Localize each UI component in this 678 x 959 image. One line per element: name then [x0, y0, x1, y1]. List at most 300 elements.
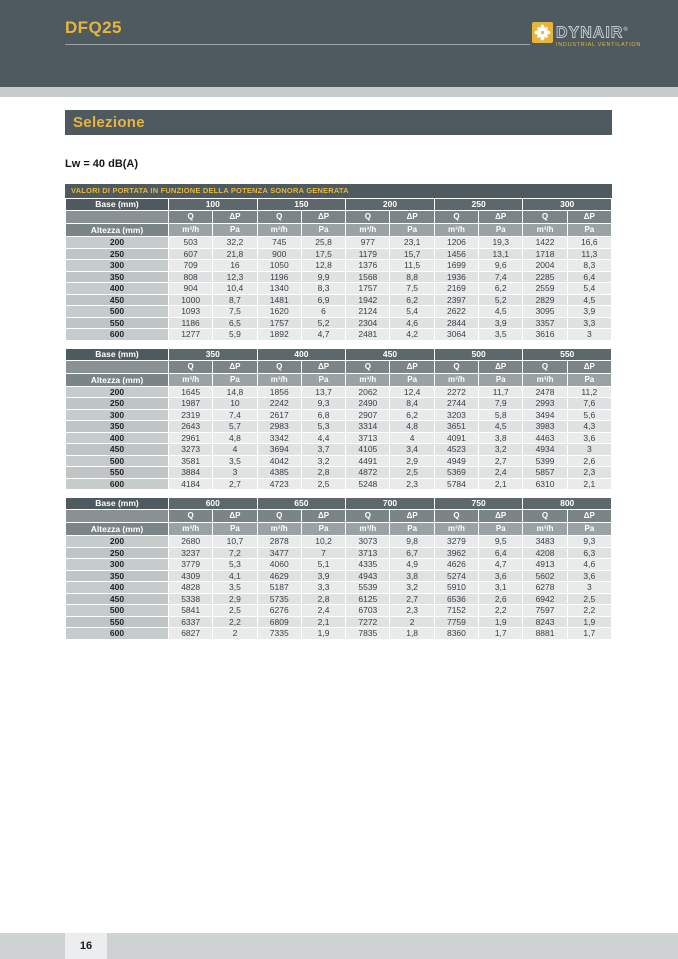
flow-value: 1422: [523, 237, 566, 248]
pressure-value: 4,8: [213, 433, 256, 444]
flow-value: 4949: [435, 456, 478, 467]
pressure-value: 2,6: [568, 456, 611, 467]
pressure-value: 8,3: [302, 283, 345, 294]
height-value: 300: [66, 410, 168, 421]
base-value-header: 350: [169, 349, 257, 360]
height-value: 450: [66, 295, 168, 306]
pressure-value: 4,9: [390, 559, 433, 570]
table-row: [66, 594, 611, 605]
height-value: 200: [66, 536, 168, 547]
flow-value: 1481: [258, 295, 301, 306]
pressure-symbol-header: ΔP: [213, 510, 256, 522]
flow-value: 503: [169, 237, 212, 248]
flow-value: 3357: [523, 318, 566, 329]
brand-tagline: INDUSTRIAL VENTILATION: [556, 42, 642, 49]
table-row: [66, 548, 611, 559]
height-column-label: Altezza (mm): [66, 374, 168, 386]
flow-value: 4385: [258, 467, 301, 478]
flow-value: 3073: [346, 536, 389, 547]
flow-value: 607: [169, 249, 212, 260]
pressure-symbol-header: ΔP: [390, 361, 433, 373]
pressure-value: 2,7: [479, 456, 522, 467]
pressure-value: 4,5: [479, 421, 522, 432]
flow-value: 2242: [258, 398, 301, 409]
pressure-value: 3,9: [479, 318, 522, 329]
base-value-header: 800: [523, 498, 611, 509]
pressure-value: 10,7: [213, 536, 256, 547]
flow-symbol-header: Q: [258, 211, 301, 223]
flow-value: 4828: [169, 582, 212, 593]
pressure-unit-header: Pa: [390, 224, 433, 236]
pressure-symbol-header: ΔP: [568, 361, 611, 373]
flow-unit-header: m³/h: [258, 523, 301, 535]
pressure-value: 7: [302, 548, 345, 559]
flow-value: 2304: [346, 318, 389, 329]
flow-value: 2744: [435, 398, 478, 409]
table-caption-bar: [65, 184, 612, 198]
pressure-value: 4,3: [568, 421, 611, 432]
flow-value: 4105: [346, 444, 389, 455]
product-title: DFQ25: [65, 18, 122, 37]
flow-symbol-header: Q: [346, 361, 389, 373]
flow-value: 2124: [346, 306, 389, 317]
section-title-bar: [65, 110, 612, 135]
pressure-value: 14,8: [213, 387, 256, 398]
pressure-value: 3,4: [390, 444, 433, 455]
pressure-value: 1,8: [390, 628, 433, 639]
pressure-value: 15,7: [390, 249, 433, 260]
table-caption: VALORI DI PORTATA IN FUNZIONE DELLA POTENZA SONORA GENERATA: [71, 186, 349, 195]
flow-value: 3064: [435, 329, 478, 340]
flow-value: 2490: [346, 398, 389, 409]
flow-value: 3342: [258, 433, 301, 444]
pressure-value: 2,9: [213, 594, 256, 605]
flow-value: 2559: [523, 283, 566, 294]
table-row: [66, 433, 611, 444]
pressure-value: 9,3: [302, 398, 345, 409]
flow-value: 6276: [258, 605, 301, 616]
table-row: [66, 421, 611, 432]
pressure-unit-header: Pa: [568, 523, 611, 535]
flow-value: 904: [169, 283, 212, 294]
pressure-symbol-header: ΔP: [568, 211, 611, 223]
pressure-value: 1,9: [568, 617, 611, 628]
flow-value: 1277: [169, 329, 212, 340]
pressure-value: 8,7: [213, 295, 256, 306]
pressure-value: 5,9: [213, 329, 256, 340]
pressure-value: 2,5: [302, 479, 345, 490]
base-value-header: 300: [523, 199, 611, 210]
flow-value: 1456: [435, 249, 478, 260]
pressure-value: 2,9: [390, 456, 433, 467]
base-value-header: 500: [435, 349, 523, 360]
flow-symbol-header: Q: [523, 361, 566, 373]
pressure-value: 5,8: [479, 410, 522, 421]
base-value-header: 250: [435, 199, 523, 210]
pressure-value: 10: [213, 398, 256, 409]
table-row: [66, 467, 611, 478]
table-row: [66, 306, 611, 317]
height-value: 550: [66, 318, 168, 329]
pressure-value: 5,7: [213, 421, 256, 432]
flow-value: 2169: [435, 283, 478, 294]
flow-value: 5841: [169, 605, 212, 616]
fan-icon: [532, 22, 553, 43]
pressure-value: 2: [390, 617, 433, 628]
flow-unit-header: m³/h: [169, 374, 212, 386]
height-value: 450: [66, 444, 168, 455]
base-column-label: Base (mm): [66, 349, 168, 360]
table-row: [66, 444, 611, 455]
flow-value: 4629: [258, 571, 301, 582]
pressure-unit-header: Pa: [479, 374, 522, 386]
pressure-value: 6,4: [479, 548, 522, 559]
pressure-value: 2,7: [213, 479, 256, 490]
pressure-value: 3,9: [568, 306, 611, 317]
flow-value: 4463: [523, 433, 566, 444]
pressure-value: 2,5: [568, 594, 611, 605]
flow-value: 2617: [258, 410, 301, 421]
flow-value: 7272: [346, 617, 389, 628]
flow-value: 3713: [346, 433, 389, 444]
flow-value: 7835: [346, 628, 389, 639]
pressure-value: 7,5: [213, 306, 256, 317]
pressure-value: 19,3: [479, 237, 522, 248]
height-value: 300: [66, 559, 168, 570]
flow-value: 2680: [169, 536, 212, 547]
flow-symbol-header: Q: [346, 510, 389, 522]
pressure-value: 3,3: [568, 318, 611, 329]
flow-value: 4091: [435, 433, 478, 444]
table-row: [66, 387, 611, 398]
flow-value: 3273: [169, 444, 212, 455]
flow-value: 4060: [258, 559, 301, 570]
height-value: 500: [66, 456, 168, 467]
pressure-value: 5,4: [568, 283, 611, 294]
pressure-value: 3,3: [302, 582, 345, 593]
flow-unit-header: m³/h: [258, 374, 301, 386]
flow-value: 5274: [435, 571, 478, 582]
flow-symbol-header: Q: [169, 510, 212, 522]
base-value-header: 400: [258, 349, 346, 360]
flow-value: 2878: [258, 536, 301, 547]
pressure-value: 8,3: [568, 260, 611, 271]
pressure-value: 1,7: [479, 628, 522, 639]
flow-value: 5735: [258, 594, 301, 605]
table-row: [66, 571, 611, 582]
height-value: 350: [66, 272, 168, 283]
pressure-value: 3,5: [479, 329, 522, 340]
pressure-value: 10,4: [213, 283, 256, 294]
pressure-value: 25,8: [302, 237, 345, 248]
pressure-value: 2,1: [479, 479, 522, 490]
flow-symbol-header: Q: [169, 211, 212, 223]
pressure-value: 11,2: [568, 387, 611, 398]
pressure-unit-header: Pa: [213, 224, 256, 236]
flow-value: 1179: [346, 249, 389, 260]
table-row: [66, 295, 611, 306]
pressure-value: 9,6: [479, 260, 522, 271]
pressure-value: 5,6: [568, 410, 611, 421]
selection-table-bases-350-550: [65, 348, 612, 491]
pressure-value: 4: [213, 444, 256, 455]
pressure-value: 2,1: [302, 617, 345, 628]
flow-value: 3095: [523, 306, 566, 317]
table-row: [66, 249, 611, 260]
height-value: 500: [66, 605, 168, 616]
flow-value: 6809: [258, 617, 301, 628]
flow-value: 1196: [258, 272, 301, 283]
flow-value: 2397: [435, 295, 478, 306]
flow-symbol-header: Q: [435, 361, 478, 373]
pressure-value: 4,4: [302, 433, 345, 444]
spacer-cell: [66, 510, 168, 522]
flow-value: 7152: [435, 605, 478, 616]
table-row: [66, 536, 611, 547]
registered-mark: ®: [623, 27, 628, 33]
height-value: 300: [66, 260, 168, 271]
table-row: [66, 260, 611, 271]
flow-value: 709: [169, 260, 212, 271]
flow-unit-header: m³/h: [435, 374, 478, 386]
table-row: [66, 559, 611, 570]
flow-value: 2844: [435, 318, 478, 329]
flow-value: 1340: [258, 283, 301, 294]
pressure-value: 4,1: [213, 571, 256, 582]
flow-value: 1892: [258, 329, 301, 340]
flow-value: 3779: [169, 559, 212, 570]
flow-value: 2961: [169, 433, 212, 444]
pressure-value: 4,7: [479, 559, 522, 570]
pressure-value: 16,6: [568, 237, 611, 248]
pressure-symbol-header: ΔP: [213, 361, 256, 373]
pressure-value: 10,2: [302, 536, 345, 547]
pressure-value: 7,9: [479, 398, 522, 409]
flow-value: 4872: [346, 467, 389, 478]
spacer-cell: [66, 211, 168, 223]
spacer-cell: [66, 361, 168, 373]
flow-value: 5338: [169, 594, 212, 605]
flow-unit-header: m³/h: [435, 224, 478, 236]
pressure-value: 2,8: [302, 594, 345, 605]
pressure-value: 3,5: [213, 456, 256, 467]
pressure-value: 2,8: [302, 467, 345, 478]
pressure-value: 3: [213, 467, 256, 478]
flow-value: 4335: [346, 559, 389, 570]
pressure-value: 3,2: [302, 456, 345, 467]
flow-value: 5857: [523, 467, 566, 478]
table-row: [66, 329, 611, 340]
header-divider-strip: [0, 87, 678, 97]
flow-value: 1376: [346, 260, 389, 271]
pressure-value: 2: [213, 628, 256, 639]
flow-unit-header: m³/h: [523, 374, 566, 386]
brand-text: [556, 22, 641, 48]
pressure-unit-header: Pa: [390, 523, 433, 535]
flow-value: 6310: [523, 479, 566, 490]
flow-symbol-header: Q: [258, 510, 301, 522]
pressure-value: 2,5: [213, 605, 256, 616]
base-value-header: 750: [435, 498, 523, 509]
flow-value: 8243: [523, 617, 566, 628]
pressure-unit-header: Pa: [568, 374, 611, 386]
flow-value: 2285: [523, 272, 566, 283]
table-row: [66, 617, 611, 628]
flow-value: 3962: [435, 548, 478, 559]
flow-value: 5399: [523, 456, 566, 467]
pressure-value: 6,3: [568, 548, 611, 559]
flow-value: 1050: [258, 260, 301, 271]
flow-value: 4523: [435, 444, 478, 455]
flow-value: 4208: [523, 548, 566, 559]
pressure-value: 16: [213, 260, 256, 271]
flow-value: 3314: [346, 421, 389, 432]
pressure-value: 5,1: [302, 559, 345, 570]
flow-symbol-header: Q: [435, 211, 478, 223]
pressure-value: 2,2: [213, 617, 256, 628]
pressure-value: 4,7: [302, 329, 345, 340]
flow-symbol-header: Q: [435, 510, 478, 522]
flow-value: 1093: [169, 306, 212, 317]
pressure-value: 2,1: [568, 479, 611, 490]
base-value-header: 600: [169, 498, 257, 509]
pressure-value: 3,6: [568, 571, 611, 582]
pressure-value: 7,4: [479, 272, 522, 283]
pressure-value: 3,1: [479, 582, 522, 593]
table-row: [66, 605, 611, 616]
height-value: 600: [66, 628, 168, 639]
pressure-value: 4,8: [390, 421, 433, 432]
base-value-header: 650: [258, 498, 346, 509]
pressure-unit-header: Pa: [213, 523, 256, 535]
table-row: [66, 318, 611, 329]
pressure-value: 2,2: [479, 605, 522, 616]
table-row: [66, 272, 611, 283]
flow-value: 2004: [523, 260, 566, 271]
pressure-value: 6,7: [390, 548, 433, 559]
pressure-value: 6: [302, 306, 345, 317]
pressure-symbol-header: ΔP: [479, 211, 522, 223]
pressure-value: 4: [390, 433, 433, 444]
height-value: 600: [66, 329, 168, 340]
table-row: [66, 410, 611, 421]
pressure-value: 1,9: [479, 617, 522, 628]
flow-unit-header: m³/h: [258, 224, 301, 236]
height-value: 250: [66, 548, 168, 559]
pressure-value: 5,2: [479, 295, 522, 306]
flow-value: 2319: [169, 410, 212, 421]
pressure-value: 7,6: [568, 398, 611, 409]
height-value: 400: [66, 582, 168, 593]
flow-value: 4913: [523, 559, 566, 570]
selection-table-bases-100-300: [65, 198, 612, 341]
flow-value: 1699: [435, 260, 478, 271]
pressure-value: 3,7: [302, 444, 345, 455]
flow-value: 5539: [346, 582, 389, 593]
pressure-value: 5,2: [302, 318, 345, 329]
flow-value: 3483: [523, 536, 566, 547]
flow-unit-header: m³/h: [523, 224, 566, 236]
flow-value: 1206: [435, 237, 478, 248]
pressure-value: 6,2: [390, 410, 433, 421]
flow-value: 2829: [523, 295, 566, 306]
table-row: [66, 283, 611, 294]
flow-unit-header: m³/h: [346, 224, 389, 236]
pressure-value: 2,7: [390, 594, 433, 605]
pressure-unit-header: Pa: [390, 374, 433, 386]
pressure-symbol-header: ΔP: [479, 510, 522, 522]
base-column-label: Base (mm): [66, 498, 168, 509]
flow-value: 6827: [169, 628, 212, 639]
flow-value: 6703: [346, 605, 389, 616]
sound-power-subtitle: Lw = 40 dB(A): [65, 158, 139, 170]
height-value: 400: [66, 283, 168, 294]
pressure-value: 6,8: [302, 410, 345, 421]
flow-value: 1718: [523, 249, 566, 260]
pressure-value: 2,4: [302, 605, 345, 616]
footer-bar: [0, 933, 678, 959]
flow-value: 3477: [258, 548, 301, 559]
height-value: 200: [66, 237, 168, 248]
flow-symbol-header: Q: [523, 510, 566, 522]
pressure-unit-header: Pa: [302, 224, 345, 236]
flow-unit-header: m³/h: [435, 523, 478, 535]
flow-value: 5369: [435, 467, 478, 478]
brand-logo: [532, 22, 641, 48]
pressure-value: 3,5: [213, 582, 256, 593]
pressure-value: 3,2: [390, 582, 433, 593]
pressure-value: 3,6: [479, 571, 522, 582]
pressure-value: 7,2: [213, 548, 256, 559]
flow-value: 3713: [346, 548, 389, 559]
pressure-value: 2,5: [390, 467, 433, 478]
flow-value: 4934: [523, 444, 566, 455]
pressure-value: 11,5: [390, 260, 433, 271]
pressure-value: 5,3: [213, 559, 256, 570]
flow-value: 2983: [258, 421, 301, 432]
flow-unit-header: m³/h: [523, 523, 566, 535]
page-content: [65, 110, 612, 647]
section-title: Selezione: [73, 114, 145, 131]
pressure-value: 9,3: [568, 536, 611, 547]
height-column-label: Altezza (mm): [66, 523, 168, 535]
flow-unit-header: m³/h: [346, 523, 389, 535]
pressure-value: 3: [568, 329, 611, 340]
flow-symbol-header: Q: [346, 211, 389, 223]
flow-value: 3983: [523, 421, 566, 432]
base-value-header: 450: [346, 349, 434, 360]
pressure-value: 3,8: [479, 433, 522, 444]
flow-value: 4184: [169, 479, 212, 490]
pressure-value: 8,4: [390, 398, 433, 409]
pressure-value: 9,9: [302, 272, 345, 283]
pressure-value: 2,3: [390, 479, 433, 490]
pressure-value: 4,2: [390, 329, 433, 340]
pressure-value: 2,3: [568, 467, 611, 478]
pressure-value: 5,4: [390, 306, 433, 317]
pressure-value: 6,2: [479, 283, 522, 294]
table-row: [66, 628, 611, 639]
height-value: 550: [66, 467, 168, 478]
pressure-symbol-header: ΔP: [390, 510, 433, 522]
pressure-value: 6,5: [213, 318, 256, 329]
flow-value: 6125: [346, 594, 389, 605]
base-value-header: 150: [258, 199, 346, 210]
pressure-value: 12,8: [302, 260, 345, 271]
flow-value: 4309: [169, 571, 212, 582]
pressure-value: 6,4: [568, 272, 611, 283]
flow-value: 1186: [169, 318, 212, 329]
